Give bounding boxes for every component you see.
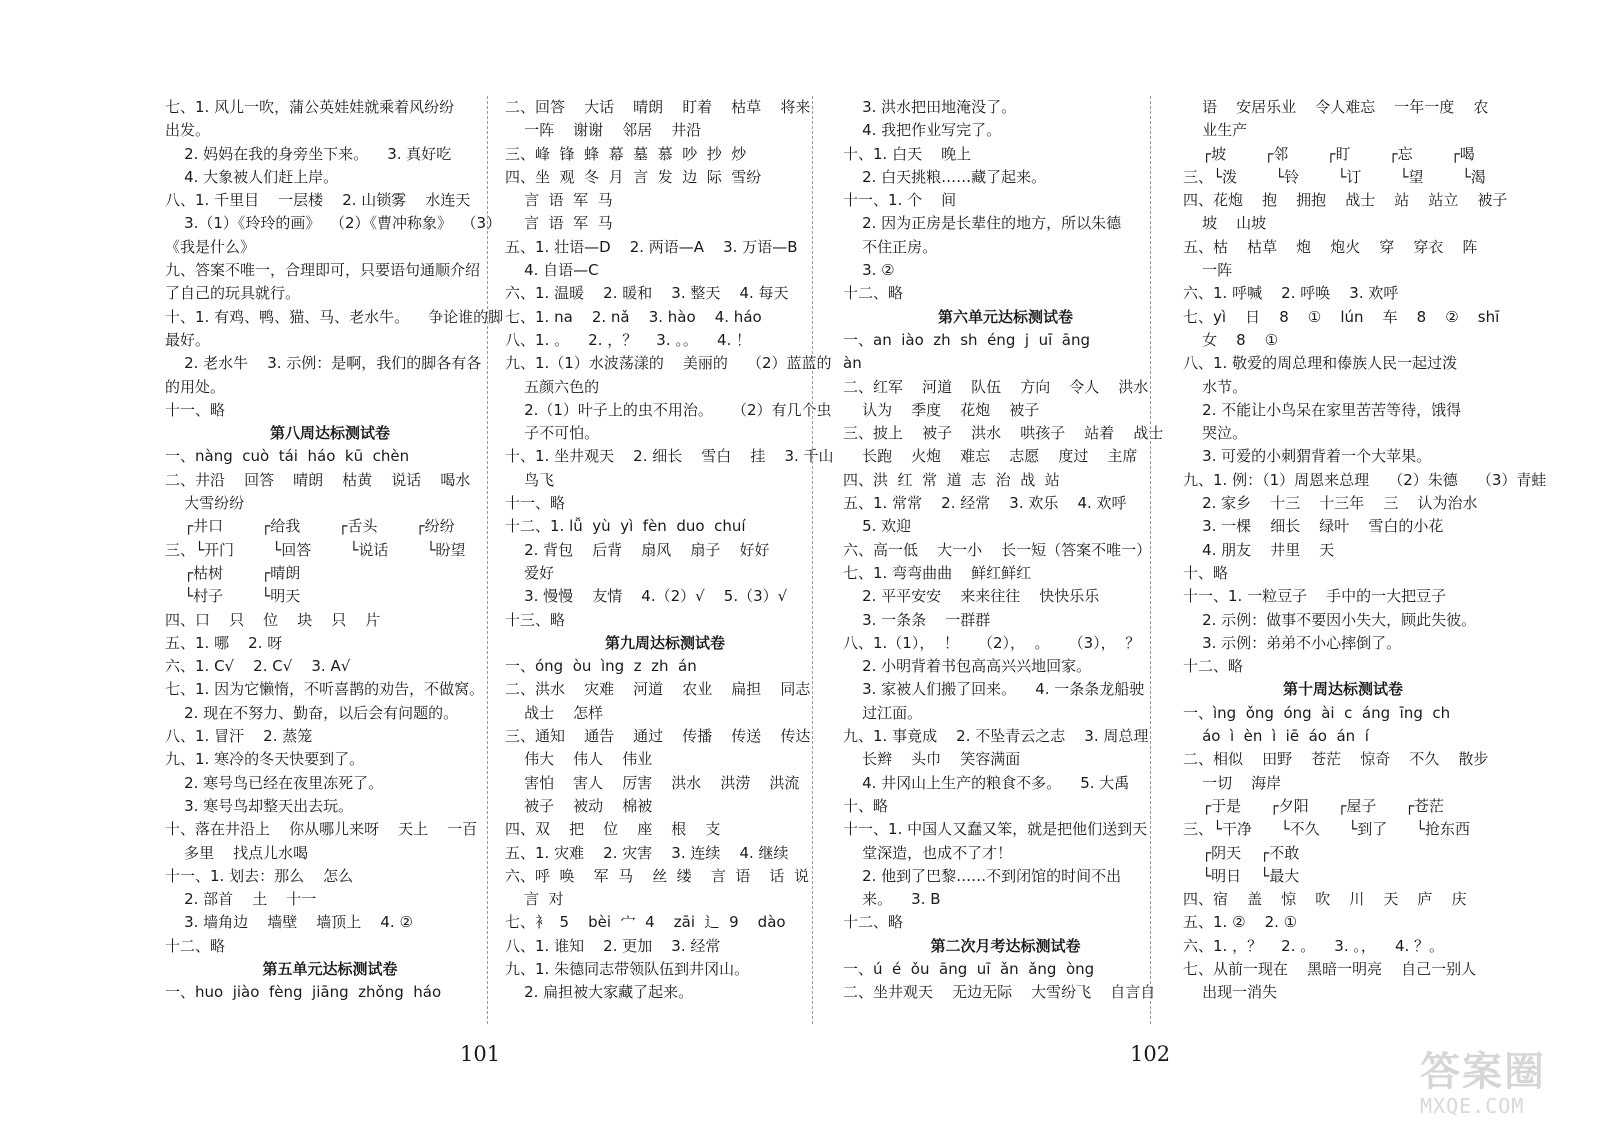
answer-line: 十三、略 [505,610,566,629]
answer-line: 一、huo jiào fèng jiāng zhǒng háo [165,983,442,1002]
answer-line: 最好。 [165,330,211,349]
answer-line: 三、披上 被子 洪水 哄孩子 站着 战士 [843,424,1164,443]
answer-line: 十一、略 [505,494,566,513]
page-number-right: 102 [1130,1042,1171,1066]
answer-line: 言 语 军 马 [505,214,613,233]
answer-line: 3. 示例：弟弟不小心摔倒了。 [1183,633,1402,652]
answer-line: 十一、略 [165,400,226,419]
answer-line: 七、1. 弯弯曲曲 鲜红鲜红 [843,563,1032,582]
answer-line: 十二、略 [165,936,226,955]
answer-line: 2. 白天挑粮……藏了起来。 [843,167,1047,186]
answer-line: 五、1. 壮语—D 2. 两语—A 3. 万语—B [505,237,798,256]
answer-line: 六、1. 温暖 2. 暖和 3. 整天 4. 每天 [505,284,789,303]
answer-line: 2. 老水牛 3. 示例：是啊，我们的脚各有各 [165,354,482,373]
answer-line: 业生产 [1183,121,1248,140]
answer-line: ┌阴天 ┌不敢 [1183,843,1300,862]
answer-line: 堂深造，也成不了才！ [843,843,1013,862]
answer-line: 八、1. 谁知 2. 更加 3. 经常 [505,936,721,955]
answer-line: 出发。 [165,121,211,140]
answer-line: 二、井沿 回答 晴朗 枯黄 说话 喝水 [165,470,471,489]
answer-line: 八、1.（1）， ！ （2）， 。 （3）， ？ [843,633,1141,652]
answer-line: 十、1. 白天 晚上 [843,144,972,163]
answer-line: 七、yì 日 8 ① lún 车 8 ② shī [1183,307,1500,326]
answer-line: 爱好 [505,563,555,582]
answer-line: 一切 海岸 [1183,773,1282,792]
answer-line: 十一、1. 个 间 [843,191,957,210]
answer-line: 十、1. 坐井观天 2. 细长 雪白 挂 3. 千山 [505,447,834,466]
answer-line: 2. 示例：做事不要因小失大，顾此失彼。 [1183,610,1477,629]
answer-line: 八、1. 。 2. ，？ 3. 。。 4. ！ [505,330,752,349]
answer-line: 六、1. ，？ 2. 。 3. 。， 4. ？。 [1183,936,1445,955]
answer-line: 2.（1）叶子上的虫不用治。 （2）有几个虫 [505,400,832,419]
answer-line: 二、相似 田野 苍茫 惊奇 不久 散步 [1183,750,1489,769]
answer-line: 十一、1. 一粒豆子 手中的一大把豆子 [1183,587,1447,606]
answer-line: 八、1. 千里目 一层楼 2. 山锁雾 水连天 [165,191,471,210]
answer-line: 第五单元达标测试卷 [262,959,398,978]
answer-line: 女 8 ① [1183,330,1279,349]
answer-line: 三、└干净 └不久 └到了 └抢东西 [1183,820,1470,839]
answer-line: ┌于是 ┌夕阳 ┌屋子 ┌苍茫 [1183,796,1445,815]
answer-line: 七、衤 5 bèi 宀 4 zāi 辶 9 dào [505,913,786,932]
answer-line: 害怕 害人 厉害 洪水 洪涝 洪流 [505,773,800,792]
answer-line: 十二、略 [1183,657,1244,676]
answer-line: 五颜六色的 [505,377,600,396]
answer-line: 七、1. 风儿一吹，蒲公英娃娃就乘着风纷纷 [165,98,455,116]
answer-line: 十二、略 [843,284,904,303]
answer-line: 四、花炮 抱 拥抱 战士 站 站立 被子 [1183,191,1508,210]
answer-line: 4. 井冈山上生产的粮食不多。 5. 大禹 [843,773,1130,792]
answer-line: ┌坡 ┌邻 ┌盯 ┌忘 ┌喝 [1183,144,1475,163]
answer-line: 2. 平平安安 来来往往 快快乐乐 [843,587,1100,606]
answer-line: 三、峰 锋 蜂 幕 墓 慕 吵 抄 炒 [505,144,747,163]
answer-line: 多里 找点儿水喝 [165,843,309,862]
answer-line: 认为 季度 花炮 被子 [843,400,1040,419]
answer-line: 2. 妈妈在我的身旁坐下来。 3. 真好吃 [165,144,452,163]
answer-line: 七、1. na 2. nǎ 3. hào 4. háo [505,307,762,326]
answer-line: 三、└开门 └回答 └说话 └盼望 [165,540,466,559]
page-number-left: 101 [460,1042,501,1066]
answer-line: 出现一消失 [1183,983,1278,1002]
answer-line: 七、从前一现在 黑暗一明亮 自己一别人 [1183,959,1477,978]
answer-line: 言 语 军 马 [505,191,613,210]
answer-line: 4. 自语—C [505,261,599,280]
answer-line: 五、1. 哪 2. 呀 [165,633,283,652]
answer-line: 十二、1. lǚ yù yì fèn duo chuí [505,517,746,536]
answer-line: 十一、1. 划去：那么 怎么 [165,866,354,885]
answer-line: 第二次月考达标测试卷 [930,936,1081,955]
answer-line: 三、通知 通告 通过 传播 传送 传达 [505,727,811,746]
answer-line: 3.（1）《玲玲的画》 （2）《曹冲称象》 （3） [165,214,502,233]
answer-line: 五、1. 常常 2. 经常 3. 欢乐 4. 欢呼 [843,494,1127,513]
answer-line: 九、1. 朱德同志带领队伍到井冈山。 [505,959,750,978]
column-1 [165,96,504,1005]
answer-line: 子不可怕。 [505,424,600,443]
answer-line: 被子 被动 棉被 [505,796,653,815]
answer-line: 的用处。 [165,377,226,396]
answer-line: 第十周达标测试卷 [1282,680,1403,699]
answer-line: 一、nàng cuò tái háo kū chèn [165,447,410,466]
answer-line: 九、1. 事竟成 2. 不坠青云之志 3. 周总理 [843,727,1149,746]
answer-line: 水节。 [1183,377,1248,396]
watermark-logo-text: 答案圈 [1420,1049,1546,1095]
answer-line: 3. 慢慢 友情 4.（2）√ 5.（3）√ [505,587,788,606]
answer-line: 二、洪水 灾难 河道 农业 扁担 同志 [505,680,811,699]
answer-line: 第九周达标测试卷 [604,633,725,652]
answer-line: àn [843,354,862,373]
answer-line: 3. 家被人们搬了回来。 4. 一条条龙船驶 [843,680,1145,699]
answer-line: 坡 山坡 [1183,214,1267,233]
answer-line: 五、1. 灾难 2. 灾害 3. 连续 4. 继续 [505,843,789,862]
answer-line: 2. 寒号鸟已经在夜里冻死了。 [165,773,384,792]
column-2 [505,96,834,1005]
answer-line: 3. 一条条 一群群 [843,610,991,629]
answer-line: 一、an iào zh sh éng j uī āng [843,330,1091,349]
answer-line: 长跑 火炮 难忘 志愿 度过 主席 [843,447,1138,466]
answer-line: 第六单元达标测试卷 [937,307,1073,326]
answer-line: 四、坐 观 冬 月 言 发 边 际 雪纷 [505,167,762,186]
answer-line: 大雪纷纷 [165,494,245,513]
answer-line: 3. 墙角边 墙壁 墙顶上 4. ② [165,913,413,932]
answer-line: ┌枯树 ┌晴朗 [165,563,301,582]
watermark-url: MXQE.COM [1420,1094,1525,1118]
answer-line: 四、宿 盖 惊 吹 川 天 庐 庆 [1183,890,1467,909]
answer-line: 伟大 伟人 伟业 [505,750,653,769]
answer-line: 2. 因为正房是长辈住的地方，所以朱德 [843,214,1122,233]
answer-line: 4. 大象被人们赶上岸。 [165,167,339,186]
answer-line: 六、呼 唤 军 马 丝 缕 言 语 话 说 [505,866,809,885]
answer-line: 九、答案不唯一，合理即可，只要语句通顺介绍 [165,261,481,280]
answer-line: 2. 家乡 十三 十三年 三 认为治水 [1183,494,1478,513]
answer-line: 来。 3. B [843,890,941,909]
answer-line: ┌井口 ┌给我 ┌舌头 ┌纷纷 [165,517,455,536]
answer-line: 2. 部首 土 十一 [165,890,317,909]
answer-line: 3. 可爱的小刺猬背着一个大苹果。 [1183,447,1432,466]
answer-line: 四、洪 红 常 道 志 治 战 站 [843,470,1060,489]
answer-line: 2. 现在不努力、勤奋，以后会有问题的。 [165,703,459,722]
answer-line: 过江面。 [843,703,923,722]
answer-line: 九、1.（1）水波荡漾的 美丽的 （2）蓝蓝的 [505,354,832,373]
answer-line: 四、口 只 位 块 只 片 [165,610,381,629]
answer-line: 2. 他到了巴黎……不到闭馆的时间不出 [843,866,1122,885]
answer-line: 一、ú é ǒu āng uī ǎn ǎng òng [843,959,1095,978]
answer-line: 言 对 [505,890,564,909]
answer-line: └明日 └最大 [1183,866,1300,885]
answer-line: 战士 怎样 [505,703,604,722]
divider-3 [1150,96,1151,1024]
answer-line: 3. 一棵 细长 绿叶 雪白的小花 [1183,517,1444,536]
answer-line: 十二、略 [843,913,904,932]
answer-line: 4. 朋友 井里 天 [1183,540,1335,559]
answer-line: 不住正房。 [843,237,938,256]
answer-line: 5. 欢迎 [843,517,912,536]
answer-line: 一阵 谢谢 邻居 井沿 [505,121,702,140]
watermark [1420,1050,1590,1120]
answer-line: 八、1. 冒汗 2. 蒸笼 [165,727,313,746]
answer-line: 一、ìng ǒng óng ài c áng īng ch [1183,703,1451,722]
answer-line: 4. 我把作业写完了。 [843,121,1002,140]
answer-line: áo ì èn ì iē áo án í [1183,727,1369,746]
answer-line: 3. 寒号鸟却整天出去玩。 [165,796,354,815]
answer-line: 一阵 [1183,261,1233,280]
answer-line: 2. 小明背着书包高高兴兴地回家。 [843,657,1092,676]
column-3 [843,96,1168,1005]
answer-line: 五、枯 枯草 炮 炮火 穿 穿衣 阵 [1183,237,1478,256]
answer-line: 六、1. C√ 2. C√ 3. A√ [165,657,351,676]
answer-line: 语 安居乐业 令人难忘 一年一度 农 [1183,98,1489,116]
answer-line: 七、1. 因为它懒惰，不听喜鹊的劝告，不做窝。 [165,680,485,699]
answer-line: 八、1. 敬爱的周总理和傣族人民一起过泼 [1183,354,1458,373]
answer-line: └村子 └明天 [165,587,301,606]
answer-line: 二、红军 河道 队伍 方向 令人 洪水 [843,377,1149,396]
answer-line: 鸟飞 [505,470,555,489]
answer-line: 一、óng òu ìng z zh án [505,657,697,676]
answer-line: 2. 不能让小鸟呆在家里苦苦等待，饿得 [1183,400,1462,419]
answer-line: 2. 扁担被大家藏了起来。 [505,983,694,1002]
answer-line: 十一、1. 中国人又蠢又笨，就是把他们送到天 [843,820,1148,839]
answer-line: 五、1. ② 2. ① [1183,913,1298,932]
divider-1 [487,96,488,1024]
answer-line: 九、1. 例：（1）周恩来总理 （2）朱德 （3）青蛙 [1183,470,1547,489]
answer-line: 哭泣。 [1183,424,1248,443]
answer-line: 十、1. 有鸡、鸭、猫、马、老水牛。 争论谁的脚 [165,307,504,326]
answer-line: 了自己的玩具就行。 [165,284,301,303]
answer-line: 二、坐井观天 无边无际 大雪纷飞 自言自 [843,983,1156,1002]
answer-line: 四、双 把 位 座 根 支 [505,820,721,839]
answer-line: 九、1. 寒冷的冬天快要到了。 [165,750,365,769]
answer-line: 十、落在井沿上 你从哪儿来呀 天上 一百 [165,820,478,839]
answer-line: 三、└泼 └铃 └订 └望 └渴 [1183,167,1486,186]
answer-line: 二、回答 大话 晴朗 盯着 枯草 将来 [505,98,811,116]
answer-line: 十、略 [1183,563,1229,582]
divider-2 [812,96,813,1024]
answer-line: 长辫 头巾 笑容满面 [843,750,1021,769]
answer-line: 2. 背包 后背 扇风 扇子 好好 [505,540,770,559]
answer-line: 3. ② [843,261,895,280]
answer-line: 3. 洪水把田地淹没了。 [843,98,1017,116]
answer-line: 第八周达标测试卷 [269,424,390,443]
answer-line: 六、1. 呼喊 2. 呼唤 3. 欢呼 [1183,284,1399,303]
column-4 [1183,96,1547,1005]
answer-line: 六、高一低 大一小 长一短（答案不唯一） [843,540,1152,559]
answer-line: 《我是什么》 [165,237,256,256]
answer-line: 十、略 [843,796,889,815]
